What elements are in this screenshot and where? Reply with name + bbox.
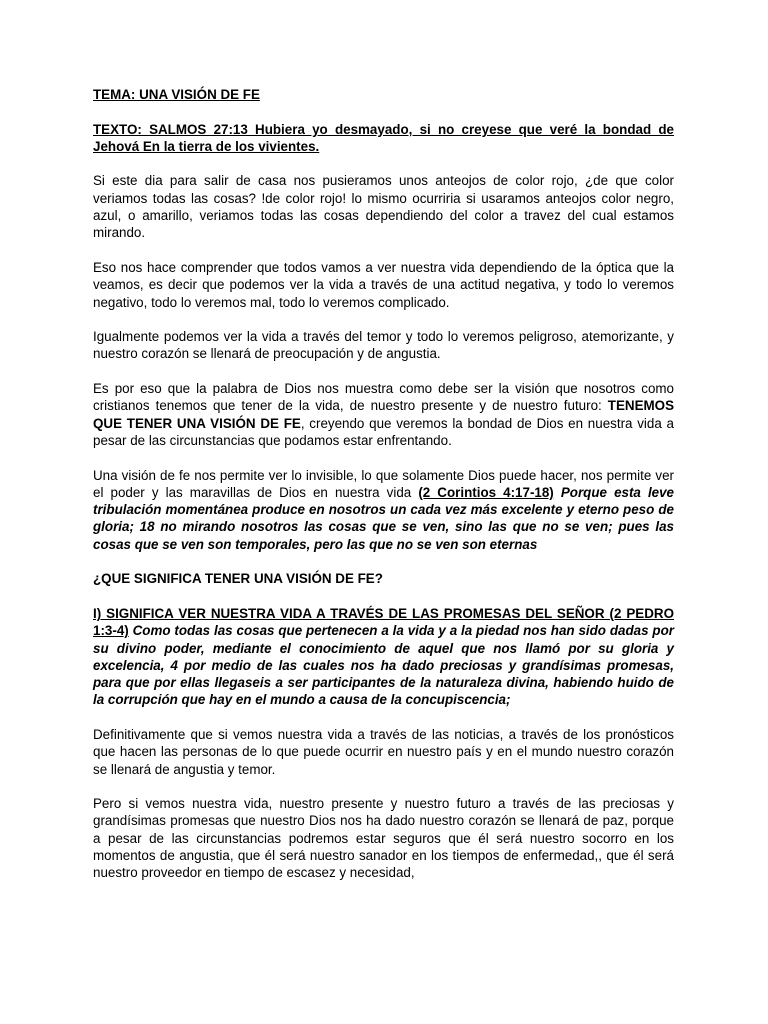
paragraph-5-text: Una visión de fe nos permite ver lo invisible, lo que solamente Dios puede hacer, nos permite ver el poder y las maravillas de Dios en nuestra vida	[93, 467, 674, 500]
scripture-quote: Porque esta leve tribulación momentánea produce en nosotros un cada vez más excelente y eterno peso de gloria; 18 no mirando nosotros las cosas que se ven, sino las que no se ven; pues las cosas que se ven son temporales, pero las que no se ven son eternas	[93, 484, 675, 552]
paragraph-1: Si este dia para salir de casa nos pusieramos unos anteojos de color rojo, ¿de que color veriamos todas las cosas? !de color rojo! lo mismo ocurriria si usaramos anteojos color negro, azul, o amarillo, veriamos todas las cosas dependiendo del color a travez del cual estamos mirando.	[93, 173, 674, 241]
document-page	[93, 86, 674, 899]
point-1-title: I) SIGNIFICA VER NUESTRA VIDA A TRAVÉS DE LAS PROMESAS DEL SEÑOR (2 PEDRO 1:3-4)	[93, 605, 674, 639]
paragraph-4-text: Es por eso que la palabra de Dios nos muestra como debe ser la visión que nosotros como cristianos tenemos que tener de la vida, de nuestro presente y de nuestro futuro:	[93, 381, 674, 414]
tema-heading: TEMA: UNA VISIÓN DE FE	[93, 87, 260, 102]
paragraph-7: Pero si vemos nuestra vida, nuestro presente y nuestro futuro a través de las preciosas y grandísimas promesas que nuestro Dios nos ha dado nuestro corazón se llenará de paz, porque a pesar de las circunstancias podremos estar seguros que él será nuestro socorro en los momentos de angustia, que él será nuestro sanador en los tiempos de enfermedad,, que él será nuestro proveedor en tiempo de escasez y necesidad,	[93, 796, 674, 881]
paragraph-4	[93, 380, 674, 449]
paragraph-3: Igualmente podemos ver la vida a través del temor y todo lo veremos peligroso, atemorizante, y nuestro corazón se llenará de preocupación y de angustia.	[93, 329, 674, 362]
paragraph-5	[93, 467, 674, 553]
texto-verse: TEXTO: SALMOS 27:13 Hubiera yo desmayado, si no creyese que veré la bondad de Jehová En la tierra de los vivientes.	[93, 121, 674, 154]
point-1-quote: Como todas las cosas que pertenecen a la vida y a la piedad nos han sido dadas por su divino poder, mediante el conocimiento de aquel que nos llamó por su gloria y excelencia, 4 por medio de las cuales nos ha dado preciosas y grandísimas promesas, para que por ellas llegaseis a ser participantes de la naturaleza divina, habiendo huido de la corrupción que hay en el mundo a causa de la concupiscencia;	[93, 623, 674, 708]
paragraph-4-emphasis: TENEMOS QUE TENER UNA VISIÓN DE FE	[93, 398, 674, 431]
paragraph-6: Definitivamente que si vemos nuestra vida a través de las noticias, a través de los pronósticos que hacen las personas de lo que puede ocurrir en nuestro país y en el mundo nuestro corazón se llenará de angustia y temor.	[93, 726, 674, 777]
scripture-reference: (2 Corintios 4:17-18)	[418, 484, 554, 500]
paragraph-4-text-end: , creyendo que veremos la bondad de Dios en nuestra vida a pesar de las circunstancias que podamos estar enfrentando.	[93, 415, 674, 448]
point-1	[93, 605, 674, 709]
section-heading: ¿QUE SIGNIFICA TENER UNA VISIÓN DE FE?	[93, 571, 383, 587]
paragraph-2: Eso nos hace comprender que todos vamos a ver nuestra vida dependiendo de la óptica que la veamos, es decir que podemos ver la vida a través de una actitud negativa, y todo lo veremos negativo, todo lo veremos mal, todo lo veremos complicado.	[93, 259, 674, 310]
